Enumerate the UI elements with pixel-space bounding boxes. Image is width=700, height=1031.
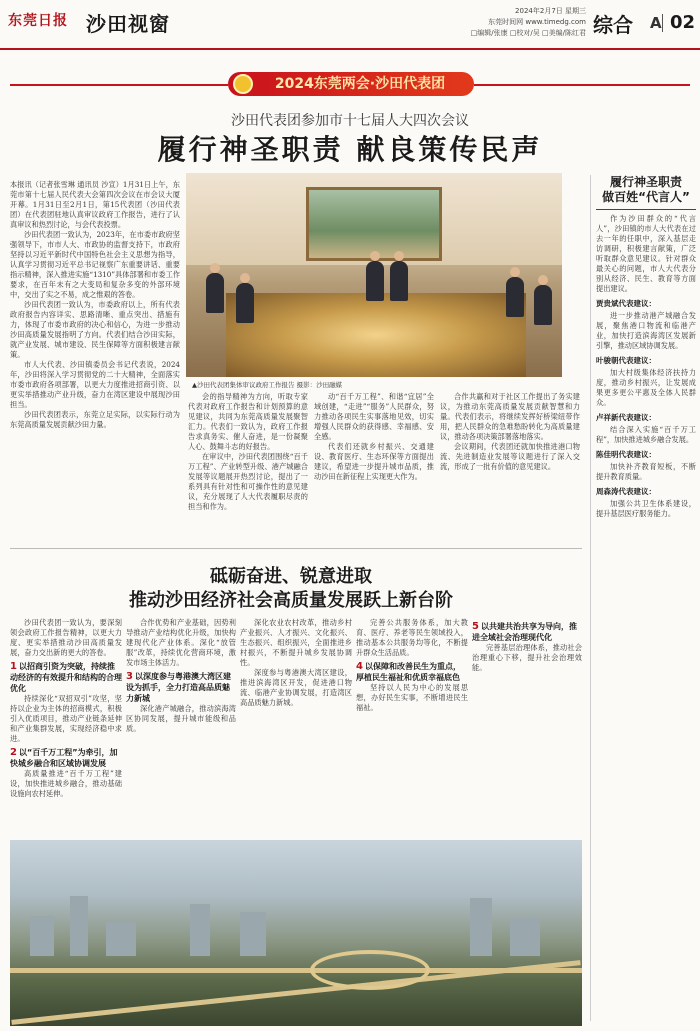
second-col5 — [472, 618, 582, 836]
lead-paragraph: 沙田代表团一致认为，市委政府以上，所有代表政府报告内容详实、思路清晰、重点突出、措施有力，体现了市委市政府的决心和信心，为进一步推动沙田高质量发展指明了方向。代表们结合沙田实际，就产业发展、城市建设、民生保障等方面积极建言献策。 — [10, 300, 180, 359]
editor-line: □编辑/张康 □校对/吴 □美编/陈红君 — [470, 29, 586, 37]
subhead-body: 坚持以人民为中心的发展思想，办好民生实事，不断增进民生福祉。 — [356, 683, 468, 712]
second-col2 — [126, 618, 236, 836]
second-subhead-1 — [10, 661, 122, 694]
photo-building — [470, 898, 492, 956]
photo-person — [236, 283, 254, 323]
second-subhead-5 — [472, 621, 582, 643]
photo-person — [506, 277, 524, 317]
subhead-number: 4 — [356, 661, 363, 672]
subhead-body: 持续深化“双招双引”攻坚，坚持以企业为主体的招商模式，积极引入优质项目，推动产业链条延伸和产业集群发展，实现经济稳中求进。 — [10, 694, 122, 743]
photo-interchange — [310, 950, 430, 990]
second-paragraph: 深化农业农村改革，推动乡村产业振兴、人才振兴、文化振兴、生态振兴、组织振兴，全面推进乡村振兴，不断提升城乡发展协调性。 — [240, 618, 352, 667]
sidebar-person-text: 加强公共卫生体系建设，提升基层医疗服务能力。 — [596, 499, 696, 518]
two-sessions-banner — [228, 72, 474, 96]
sidebar-intro: 作为沙田群众的“代言人”，沙田镇的市人大代表在过去一年的任职中，深入基层走访调研，积极建言献策，广泛听取群众意见建议。针对群众最关心的问题，市人大代表分别从经济、民生、教育等方面提出建议。 — [596, 214, 696, 293]
masthead — [0, 0, 700, 50]
website-line: 东莞时间网 www.timedg.com — [488, 18, 586, 26]
subhead-body: 深化港产城融合，推动滨海湾区协同发展，提升城市能级和品质。 — [126, 704, 236, 733]
lead-paragraph: 沙田代表团一致认为，2023年，在市委市政府坚强领导下，市市人大、市政协的监督支持下，市政府坚持以习近平新时代中国特色社会主义思想为指导，认真学习贯彻习近平总书记视察广东重要讲话、重要指示精神，深入推进实施“1310”具体部署和市委工作要求，在百年未有之大变局和复杂多变的外部环境中，交出了实之不易，成之惟艰的答卷。 — [10, 230, 180, 299]
page-number: 02 — [670, 12, 696, 33]
photo-person-head — [394, 251, 404, 261]
photo-person-head — [538, 275, 548, 285]
sidebar-title-line: 做百姓“代言人” — [602, 190, 690, 204]
city-aerial-photo — [10, 840, 582, 1026]
subhead-number: 5 — [472, 621, 479, 632]
sidebar-title-line: 履行神圣职责 — [609, 175, 682, 189]
second-paragraph: 合作优势和产业基础，因势利导推动产业结构优化升级，加快构建现代化产业体系。深化“放管服”改革，持续优化营商环境，激发市场主体活力。 — [126, 618, 236, 667]
sidebar-person-text: 结合深入实施“百千万工程”，加快推进城乡融合发展。 — [596, 425, 696, 444]
lead-paragraph: 本报讯（记者张雪琳 通讯员 沙宣）1月31日上午，东莞市第十七届人民代表大会第四次会议在市会议大厦开幕。1月31日至2月1日，第15代表团（沙田代表团）在代表团驻地认真审议政府工作报告，进行了认真审议和热烈讨论，与会代表投票。 — [10, 180, 180, 229]
subhead-title: 以“百千万工程”为牵引，加快城乡融合和区域协调发展 — [10, 748, 118, 768]
lead-paragraph: 代表们还就乡村振兴、交通建设、教育医疗、生态环保等方面提出建议，希望进一步提升城市品质，推动沙田在新征程上实现更大作为。 — [314, 442, 434, 481]
second-headline-line1: 砥砺奋进、锐意进取 — [210, 566, 372, 587]
photo-person-head — [240, 273, 250, 283]
banner-rule-right — [474, 84, 690, 86]
sidebar-person-text: 加大村级集体经济扶持力度，推动乡村振兴，让发展成果更多更公平惠及全体人民群众。 — [596, 368, 696, 407]
emblem-icon — [233, 74, 253, 94]
photo-building — [30, 916, 54, 956]
lead-kicker: 沙田代表团参加市十七届人大四次会议 — [231, 113, 469, 129]
second-col1 — [10, 618, 122, 836]
photo-person — [534, 285, 552, 325]
sidebar — [590, 175, 696, 1021]
subhead-number: 1 — [10, 661, 17, 672]
photo-person-head — [510, 267, 520, 277]
banner-text: 2024东莞两会·沙田代表团 — [274, 76, 446, 92]
subhead-number: 2 — [10, 747, 17, 758]
photo-person-head — [370, 251, 380, 261]
lead-paragraph: 沙田代表团表示，东莞立足实际，以实际行动为东莞高质量发展贡献沙田力量。 — [10, 410, 180, 429]
issue-date: 2024年2月7日 星期三 — [515, 7, 586, 15]
sidebar-person-block — [596, 298, 696, 351]
lead-body-col4 — [440, 392, 580, 542]
lead-headline: 履行神圣职责 献良策传民声 — [157, 133, 543, 166]
second-intro: 沙田代表团一致认为，要深刻领会政府工作报告精神，以更大力度、更实举措推动沙田高质量发展，奋力交出新的更大的答卷。 — [10, 618, 122, 657]
sidebar-person-name: 贾贵斌代表建议： — [596, 299, 656, 308]
second-col3 — [240, 618, 352, 836]
second-col4 — [356, 618, 468, 836]
sidebar-person-text: 加快补齐教育短板，不断提升教育质量。 — [596, 462, 696, 481]
lead-paragraph: 动“百千万工程”、和谐“宜居”全域创建，“走进”“服务”人民群众，努力推动各项民生实事落地见效，切实增强人民群众的获得感、幸福感、安全感。 — [314, 392, 434, 441]
lead-body-col3 — [314, 392, 434, 542]
sidebar-person-block — [596, 449, 696, 482]
sidebar-person-name: 陈佳明代表建议： — [596, 450, 656, 459]
sidebar-person-block — [596, 355, 696, 408]
second-paragraph: 完善公共服务体系，加大教育、医疗、养老等民生领域投入，推动基本公共服务均等化，不断提升群众生活品质。 — [356, 618, 468, 657]
sidebar-person-name: 周森涛代表建议： — [596, 487, 656, 496]
subhead-title: 以保障和改善民生为重点，厚植民生福祉和优质幸福底色 — [356, 662, 461, 682]
subhead-number: 3 — [126, 671, 133, 682]
subhead-title: 以招商引资为突破，持续推动经济的有效提升和结构的合理优化 — [10, 662, 122, 693]
subhead-title: 以深度参与粤港澳大湾区建设为抓手，全力打造高品质魅力新城 — [126, 672, 231, 703]
photo-building — [240, 912, 266, 956]
subhead-title: 以共建共治共享为导向，推进全域社会治理现代化 — [472, 622, 577, 642]
subhead-body: 完善基层治理体系，推动社会治理重心下移，提升社会治理效能。 — [472, 643, 582, 672]
photo-building — [70, 896, 88, 956]
page-separator — [662, 14, 663, 32]
lead-paragraph: 在审议中，沙田代表团围绕“百千万工程”、产业转型升级、港产城融合发展等议题展开热烈讨论，提出了一系列具有针对性和可操作性的意见建议，充分展现了人大代表履职尽责的担当和作为。 — [188, 452, 308, 511]
sidebar-person-name: 叶骏朝代表建议： — [596, 356, 656, 365]
lead-body-col1 — [10, 180, 180, 540]
lead-paragraph: 会议期间，代表团还就加快推进港口物流、先进制造业发展等议题进行了深入交流，形成了一批有价值的意见建议。 — [440, 442, 580, 471]
second-paragraph: 深度参与粤港澳大湾区建设，推进滨海湾区开发，促进港口物流、临港产业协调发展，打造湾区高品质魅力新城。 — [240, 668, 352, 707]
second-subhead-4 — [356, 661, 468, 683]
section-divider — [10, 548, 582, 549]
second-headline-line2: 推动沙田经济社会高质量发展跃上新台阶 — [129, 590, 453, 611]
photo-person — [366, 261, 384, 301]
sidebar-person-block — [596, 412, 696, 445]
lead-photo-caption: ▲沙田代表团集体审议政府工作报告 摄影：沙田融媒 — [192, 381, 343, 389]
newspaper-logo: 东莞日报 — [8, 13, 68, 29]
photo-person — [206, 273, 224, 313]
sidebar-person-block — [596, 486, 696, 519]
sidebar-person-name: 卢祥新代表建议： — [596, 413, 656, 422]
photo-person-head — [210, 263, 220, 273]
photo-building — [106, 922, 136, 956]
sidebar-title — [596, 175, 696, 210]
lead-paragraph: 合作共赢和对于社区工作提出了务实建议，为推动东莞高质量发展贡献智慧和力量。代表们表示，将继续发挥好桥梁纽带作用，把人民群众的急难愁盼转化为高质量建议，推动各项决策部署落地落实。 — [440, 392, 580, 441]
section-name: 沙田视窗 — [86, 12, 170, 36]
lead-paragraph: 市人大代表、沙田镇委员会书记代表说，2024年，沙田将深入学习贯彻党的二十大精神，全面落实市委市政府各项部署，以更大力度推进招商引资、以更实举措推动产业升级，奋力在湾区建设中展现沙田担当。 — [10, 360, 180, 409]
photo-painting — [306, 187, 442, 261]
page-letter: A — [650, 14, 662, 32]
banner-rule-left — [10, 84, 228, 86]
photo-building — [190, 904, 210, 956]
lead-photo — [186, 173, 562, 377]
subhead-body: 高质量推进“百千万工程”建设，加快推进城乡融合，推动基础设施向农村延伸。 — [10, 769, 122, 798]
lead-paragraph: 会的指导精神为方向，听取专家代表对政府工作报告和计划预算的意见建议，共同为东莞高质量发展聚智汇力。代表们一致认为，政府工作报告求真务实、催人奋进，是一份凝聚人心、鼓舞斗志的好报告。 — [188, 392, 308, 451]
photo-carpet — [226, 293, 526, 377]
lead-body-col2 — [188, 392, 308, 542]
sidebar-person-text: 进一步推动港产城融合发展，聚焦港口物流和临港产业，加快打造滨海湾区发展新引擎，推动区域协调发展。 — [596, 311, 696, 350]
second-subhead-3 — [126, 671, 236, 704]
second-subhead-2 — [10, 747, 122, 769]
photo-person — [390, 261, 408, 301]
photo-building — [510, 918, 540, 956]
page-category: 综合 — [593, 13, 633, 37]
